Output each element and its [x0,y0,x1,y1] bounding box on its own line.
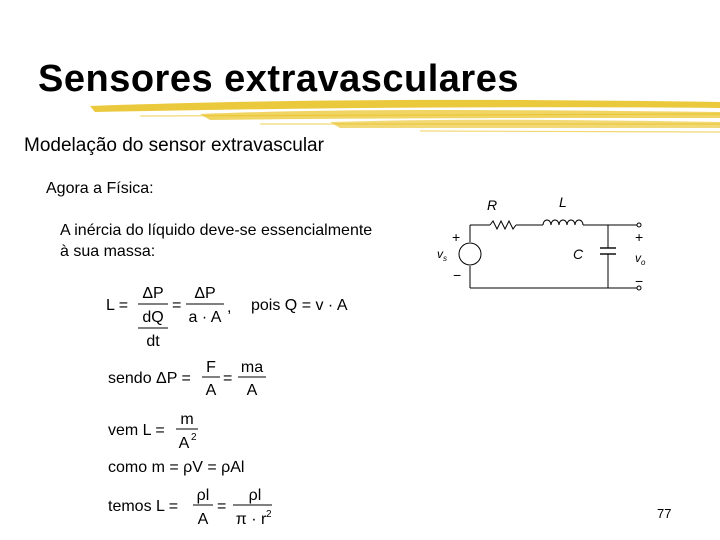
svg-text:a · A: a · A [188,309,222,326]
svg-text:sendo ΔP =: sendo ΔP = [108,370,191,387]
svg-text:como m = ρV = ρAl: como m = ρV = ρAl [108,459,245,476]
equation-mass [100,454,300,480]
resistor-symbol [490,221,516,229]
inductor-label: L [559,194,567,210]
svg-text:ρl: ρl [196,487,210,504]
page-number: 77 [657,506,672,521]
svg-text:pois Q = v · A: pois Q = v · A [251,297,348,314]
source-minus-sign: − [453,267,462,283]
resistor-label: R [487,197,498,213]
svg-text:dt: dt [146,333,160,350]
svg-text:L =: L = [106,297,129,314]
body-text-line-1: A inércia do líquido deve-se essencialmente [60,222,373,239]
svg-text:,: , [227,299,232,316]
source-plus-sign: + [452,229,461,245]
svg-text:A: A [178,435,190,452]
svg-text:A: A [205,382,217,399]
inductor-symbol [543,220,583,225]
brush-stroke-decoration [0,96,720,136]
voltage-source-symbol [459,243,481,265]
output-minus-sign: − [635,273,644,289]
physics-heading: Agora a Física: [46,180,154,197]
equation-inertance [100,278,380,358]
svg-text:ΔP: ΔP [194,285,216,302]
svg-text:=: = [223,370,233,387]
section-subtitle: Modelação do sensor extravascular [24,135,324,156]
output-label: $v_o$ [635,251,646,267]
svg-text:A: A [197,511,209,528]
svg-text:ρl: ρl [248,487,262,504]
equation-inertance-final [100,482,300,532]
svg-text:2: 2 [266,509,272,520]
svg-text:vem L =: vem L = [108,422,165,439]
svg-text:=: = [217,498,227,515]
svg-text:A: A [246,382,258,399]
output-plus-sign: + [635,229,644,245]
svg-text:ma: ma [240,359,264,376]
svg-text:2: 2 [191,432,197,443]
svg-text:ΔP: ΔP [142,285,164,302]
svg-text:=: = [172,297,182,314]
equation-pressure [100,353,300,401]
equation-inertance-mass [100,406,230,456]
rlc-circuit-diagram [425,190,670,300]
svg-text:dQ: dQ [142,309,164,326]
slide-title: Sensores extravasculares [38,58,519,100]
svg-text:temos L =: temos L = [108,498,179,515]
capacitor-label: C [573,246,584,262]
body-text-line-2: à sua massa: [60,243,156,260]
svg-text:m: m [180,411,194,428]
svg-text:π · r: π · r [235,511,267,528]
svg-text:F: F [206,359,216,376]
source-label: $v_s$ [437,247,447,263]
